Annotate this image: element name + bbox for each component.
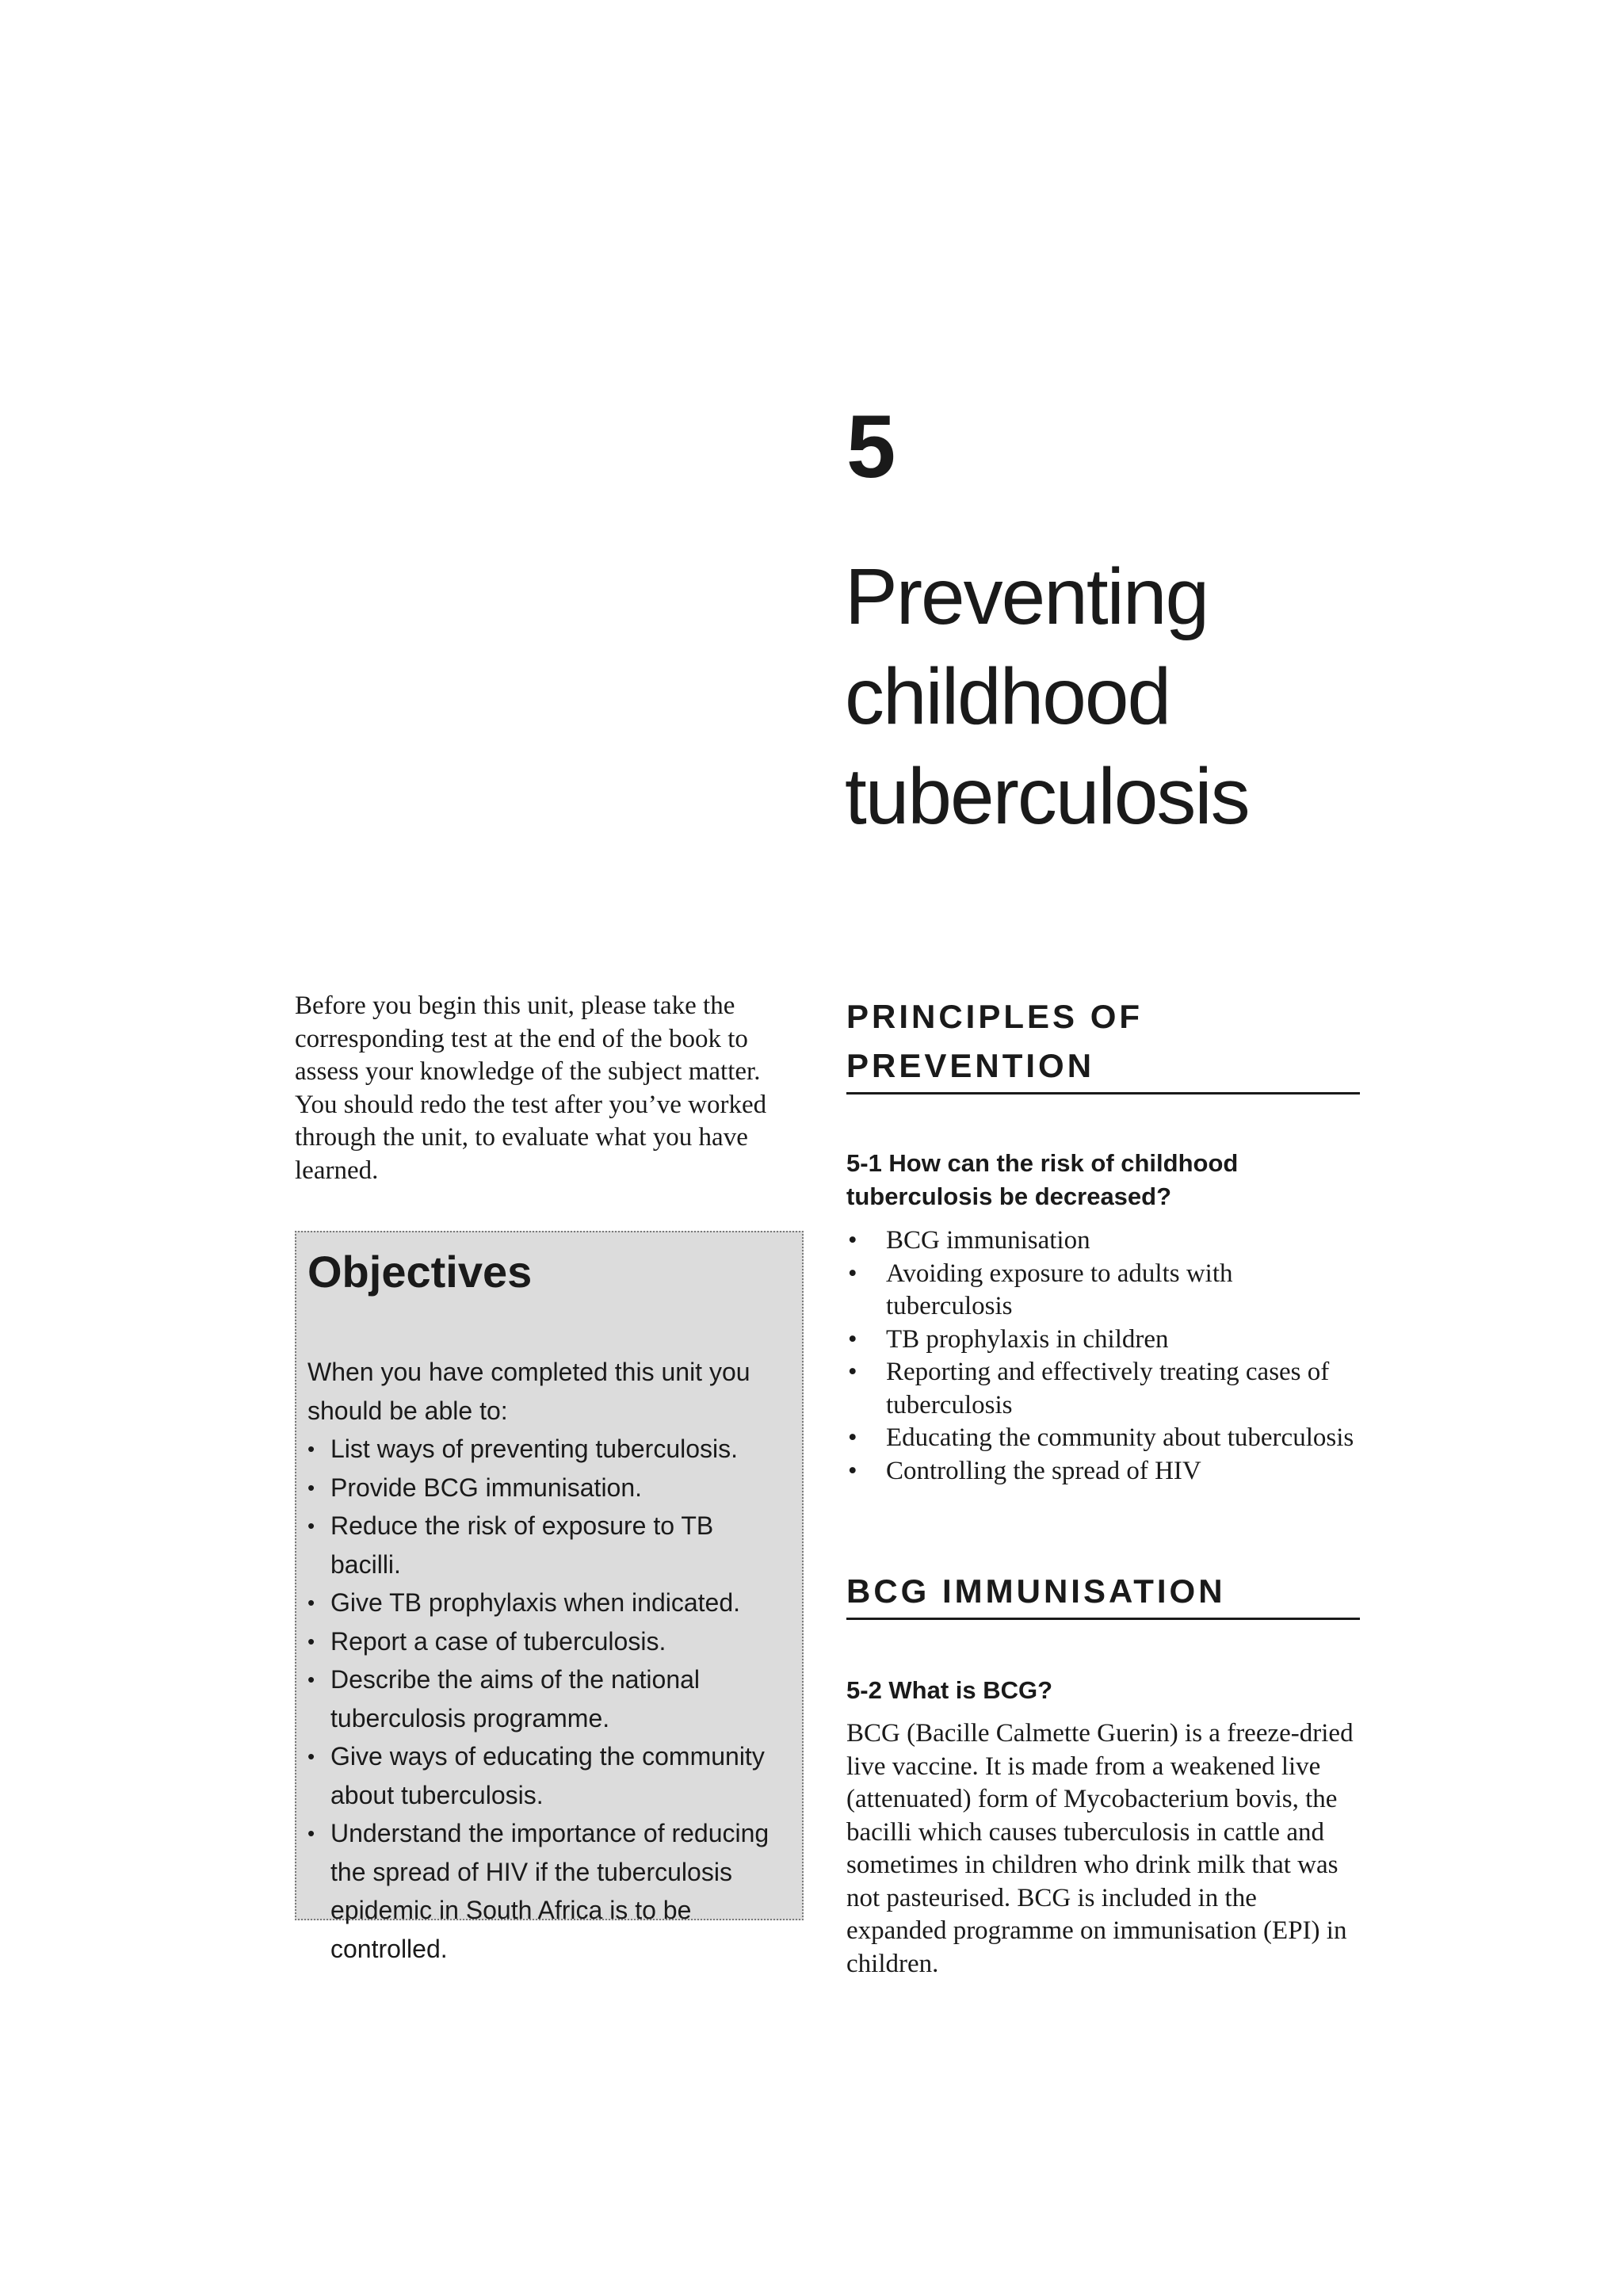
chapter-title-line: tuberculosis: [845, 752, 1249, 841]
question-5-1: 5-1 How can the risk of childhood tuberculosis be decreased?: [846, 1149, 1239, 1210]
objectives-heading: Objectives: [307, 1247, 533, 1297]
answer-item: • Educating the community about tuberculosis: [846, 1422, 1360, 1455]
answer-item: • TB prophylaxis in children: [846, 1324, 1360, 1357]
objective-item: • Reduce the risk of exposure to TB bacilli.: [307, 1507, 791, 1584]
objective-item: • Give TB prophylaxis when indicated.: [307, 1584, 791, 1622]
intro-paragraph: Before you begin this unit, please take the corresponding test at the end of the book to assess your knowledge of the subject matter. You should redo the test after you’ve worked through the unit, to evaluate what you have learned.: [295, 991, 767, 1185]
answer-item: • Controlling the spread of HIV: [846, 1455, 1360, 1488]
objective-item: • Report a case of tuberculosis.: [307, 1622, 791, 1661]
answer-item: • Reporting and effectively treating cases of tuberculosis: [846, 1356, 1360, 1422]
answer-item: • Avoiding exposure to adults with tuberculosis: [846, 1258, 1360, 1324]
objective-item: • Provide BCG immunisation.: [307, 1469, 791, 1507]
objective-item: • Describe the aims of the national tuberculosis programme.: [307, 1660, 791, 1737]
objectives-box: [295, 1231, 804, 1963]
chapter-title-line: Preventing: [845, 552, 1209, 641]
objectives-lead: When you have completed this unit you should be able to:: [307, 1358, 750, 1425]
question-5-2: 5-2 What is BCG?: [846, 1676, 1053, 1704]
objectives-list: [307, 1430, 791, 1968]
objective-item: • Give ways of educating the community about tuberculosis.: [307, 1737, 791, 1814]
chapter-title-line: childhood: [845, 652, 1170, 741]
answer-list: [846, 1224, 1360, 1488]
section-heading-bcg: BCG IMMUNISATION: [846, 1567, 1360, 1620]
section-heading-principles: PRINCIPLES OF PREVENTION: [846, 992, 1360, 1095]
objective-item: • List ways of preventing tuberculosis.: [307, 1430, 791, 1469]
answer-item: • BCG immunisation: [846, 1224, 1360, 1258]
objective-item: • Understand the importance of reducing the spread of HIV if the tuberculosis epidemic in South Africa is to be controlled.: [307, 1814, 791, 1968]
bcg-answer-paragraph: BCG (Bacille Calmette Guerin) is a freeze-dried live vaccine. It is made from a weakened live (attenuated) form of Mycobacterium bovis, the bacilli which causes tuberculosis in cattle and sometimes in children who drink milk that was not pasteurised. BCG is included in the expanded programme on immunisation (EPI) in children.: [846, 1719, 1354, 1978]
chapter-title: [845, 547, 1558, 846]
chapter-number: 5: [846, 397, 896, 496]
